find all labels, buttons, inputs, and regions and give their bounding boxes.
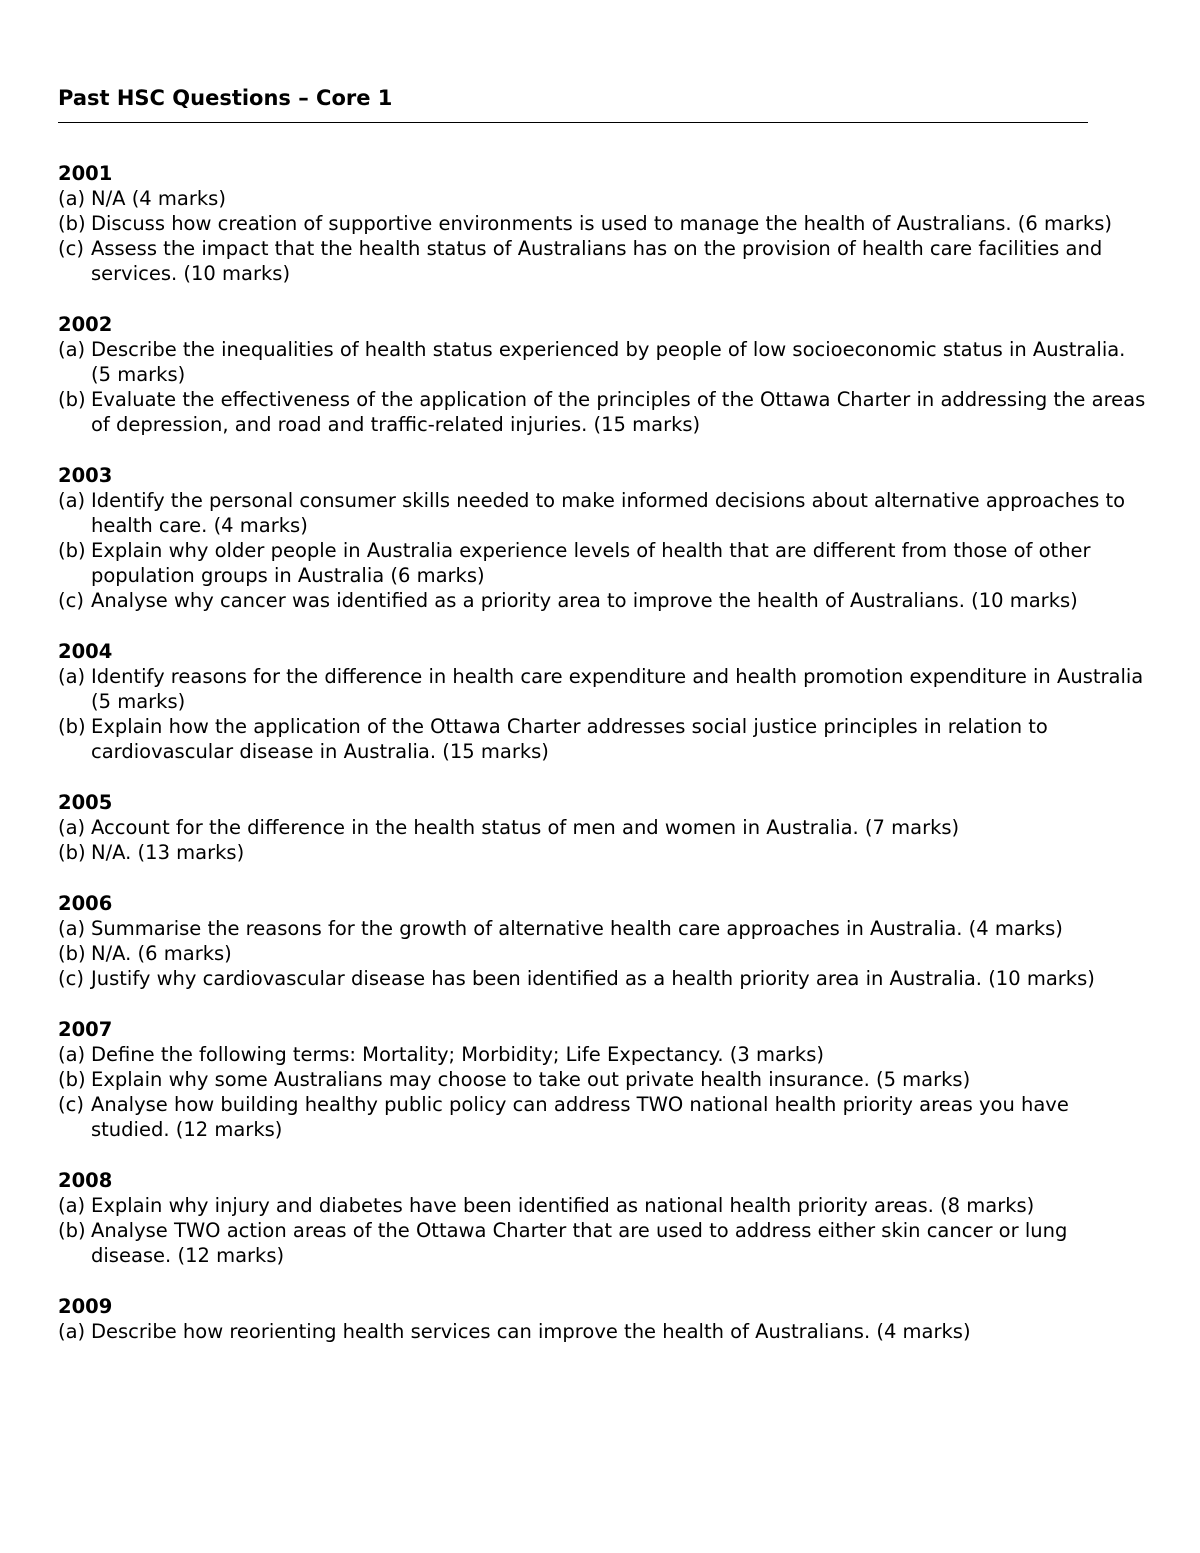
question-list: [58, 161, 1148, 1344]
question-item: [58, 840, 1148, 865]
year-heading: 2009: [58, 1295, 113, 1318]
question-item: [58, 387, 1148, 437]
question-label: (b): [58, 715, 86, 738]
question-text: Describe the inequalities of health status experienced by people of low socioeconomic status in Australia. (5 marks): [91, 338, 1126, 386]
year-section-2004: [58, 639, 1148, 764]
year-heading: 2006: [58, 892, 113, 915]
question-label: (a): [58, 1194, 86, 1217]
year-section-2001: [58, 161, 1148, 286]
question-item: [58, 211, 1148, 236]
question-text: Assess the impact that the health status of Australians has on the provision of health care facilities and services. (10 marks): [91, 237, 1103, 285]
question-text: Describe how reorienting health services can improve the health of Australians. (4 marks): [91, 1320, 971, 1343]
question-item: [58, 538, 1148, 588]
question-item: [58, 916, 1148, 941]
question-item: [58, 1193, 1148, 1218]
question-text: Explain why some Australians may choose to take out private health insurance. (5 marks): [91, 1068, 971, 1091]
question-label: (b): [58, 388, 86, 411]
question-item: [58, 966, 1148, 991]
question-text: Identify the personal consumer skills needed to make informed decisions about alternative approaches to health care. (4 marks): [91, 489, 1126, 537]
year-heading: 2004: [58, 640, 113, 663]
year-section-2002: [58, 312, 1148, 437]
question-label: (a): [58, 187, 86, 210]
question-label: (b): [58, 942, 86, 965]
question-text: Analyse how building healthy public policy can address TWO national health priority areas you have studied. (12 marks): [91, 1093, 1069, 1141]
year-section-2007: [58, 1017, 1148, 1142]
title-underline: [58, 122, 1088, 123]
question-label: (b): [58, 1068, 86, 1091]
year-heading: 2001: [58, 162, 113, 185]
year-section-2008: [58, 1168, 1148, 1268]
question-label: (a): [58, 816, 86, 839]
question-item: [58, 664, 1148, 714]
question-text: Analyse why cancer was identified as a priority area to improve the health of Australians. (10 marks): [91, 589, 1078, 612]
question-item: [58, 714, 1148, 764]
question-label: (b): [58, 212, 86, 235]
question-item: [58, 1218, 1148, 1268]
year-section-2005: [58, 790, 1148, 865]
question-label: (a): [58, 665, 86, 688]
question-item: [58, 337, 1148, 387]
year-heading: 2008: [58, 1169, 113, 1192]
year-section-2003: [58, 463, 1148, 613]
question-item: [58, 588, 1148, 613]
year-heading: 2003: [58, 464, 113, 487]
year-section-2006: [58, 891, 1148, 991]
question-text: Discuss how creation of supportive environments is used to manage the health of Australians. (6 marks): [91, 212, 1112, 235]
year-section-2009: [58, 1294, 1148, 1344]
question-label: (c): [58, 967, 84, 990]
question-item: [58, 1092, 1148, 1142]
year-heading: 2005: [58, 791, 113, 814]
question-text: Explain how the application of the Ottawa Charter addresses social justice principles in relation to cardiovascular disease in Australia. (15 marks): [91, 715, 1048, 763]
question-label: (a): [58, 917, 86, 940]
page-title: Past HSC Questions – Core 1: [58, 86, 393, 110]
question-label: (b): [58, 539, 86, 562]
question-label: (c): [58, 589, 84, 612]
year-heading: 2007: [58, 1018, 113, 1041]
question-label: (a): [58, 1320, 86, 1343]
question-label: (a): [58, 1043, 86, 1066]
question-text: Evaluate the effectiveness of the application of the principles of the Ottawa Charter in addressing the areas of depression, and road and traffic-related injuries. (15 marks): [91, 388, 1146, 436]
question-text: Explain why injury and diabetes have been identified as national health priority areas. (8 marks): [91, 1194, 1035, 1217]
question-text: Define the following terms: Mortality; Morbidity; Life Expectancy. (3 marks): [91, 1043, 824, 1066]
question-text: Explain why older people in Australia experience levels of health that are different from those of other population groups in Australia (6 marks): [91, 539, 1091, 587]
question-text: Account for the difference in the health status of men and women in Australia. (7 marks): [91, 816, 960, 839]
question-item: [58, 1042, 1148, 1067]
question-label: (b): [58, 841, 86, 864]
question-item: [58, 1319, 1148, 1344]
question-label: (c): [58, 1093, 84, 1116]
question-item: [58, 815, 1148, 840]
question-text: N/A (4 marks): [91, 187, 226, 210]
question-text: N/A. (6 marks): [91, 942, 232, 965]
question-item: [58, 236, 1148, 286]
year-heading: 2002: [58, 313, 113, 336]
question-item: [58, 1067, 1148, 1092]
question-label: (a): [58, 489, 86, 512]
question-label: (b): [58, 1219, 86, 1242]
question-item: [58, 488, 1148, 538]
question-item: [58, 186, 1148, 211]
question-text: Analyse TWO action areas of the Ottawa Charter that are used to address either skin cancer or lung disease. (12 marks): [91, 1219, 1068, 1267]
document-page: [58, 84, 1148, 1370]
question-text: N/A. (13 marks): [91, 841, 245, 864]
question-label: (a): [58, 338, 86, 361]
question-text: Summarise the reasons for the growth of alternative health care approaches in Australia. (4 marks): [91, 917, 1063, 940]
question-label: (c): [58, 237, 84, 260]
question-text: Identify reasons for the difference in health care expenditure and health promotion expenditure in Australia (5 marks): [91, 665, 1144, 713]
question-text: Justify why cardiovascular disease has been identified as a health priority area in Australia. (10 marks): [91, 967, 1095, 990]
question-item: [58, 941, 1148, 966]
